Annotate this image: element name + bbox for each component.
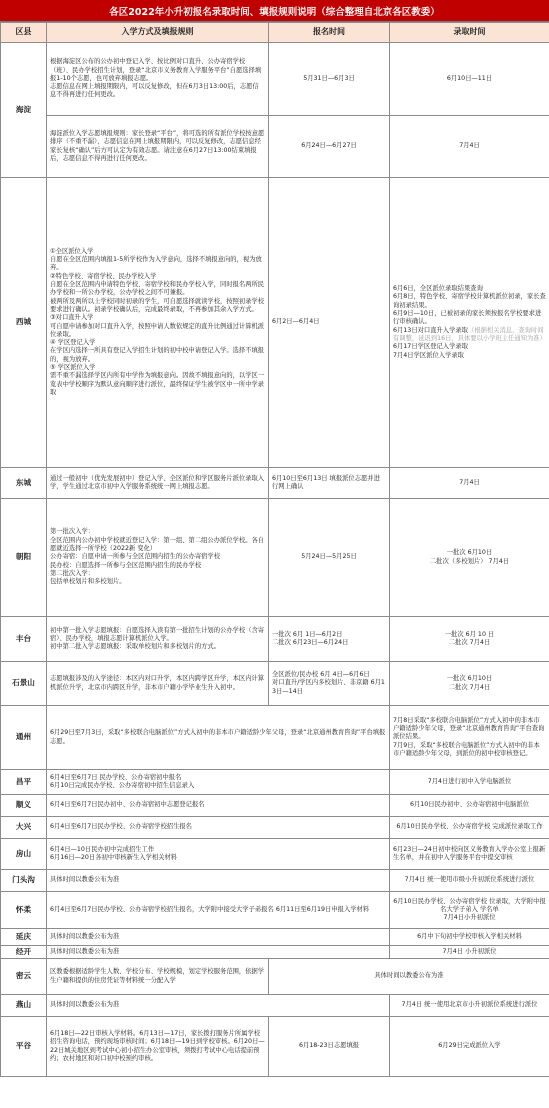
table-row	[1, 795, 549, 817]
method-cell: 根据海淀区公布的公办初中登记入学、按比例对口直升、公办寄宿学校（班）、民办学校招生计划，登录“北京市义务教育入学服务平台”自愿选择填报1-10个志愿，也可放弃填报志愿。 志愿信息在网上填报期限内，可以反复修改，但在6月3日13:00后，志愿信息不得再进行任何更改。	[47, 43, 269, 116]
header-method: 入学方式及填报规则	[47, 23, 269, 43]
method-cell: 第一批次入学： 全区范围内公办初中学校就近登记入学：第一组、第二组公办派位学校。各自愿就近选择一所学校（2022新 变化） 公办寄宿：自愿申请一所参与全区范围内招生的公办寄宿学校 民办校：自愿选择一所参与全区范围内招生的民办学校 第二批次入学： 包括单校划片和多校划片。	[47, 499, 269, 617]
admission-cell: 6月10日民办学校、公办寄宿学校 完成派位录取工作	[390, 817, 549, 839]
method-cell: 6月4日—10日民办初中完成招生工作 6月16日—20日各初中审核新生入学相关材料	[47, 839, 390, 870]
admission-text: 一批次 6月10日	[446, 549, 493, 557]
district-cell: 西城	[1, 178, 47, 468]
district-cell: 东城	[1, 468, 47, 499]
district-cell: 昌平	[1, 770, 47, 795]
admission-text: 6月6日，全区派位录取结果查询 6月8日，特色学校、寄宿学校计算机派位初录，家长查询初录结果。 6月9日—10日，已被初录的家长须按报名学校要求进行审核确认。 6月13日对口直升入学录取	[393, 285, 546, 334]
method-cell: 6月4日至6月7日 民办学校、公办寄宿初中报名 6月10日完成民办学校、公办寄宿初中招生信息录入	[47, 770, 390, 795]
method-cell: 通过一般初中（优先发展初中）登记入学、全区派位和学区服务片派位录取入学，学生通过北京市初中入学服务系统统一网上填报志愿。	[47, 468, 269, 499]
admission-cell: 一批次 6月 10 日 二批次 7月4日	[390, 617, 549, 662]
admission-cell: 7月4日 小升初派位	[390, 946, 549, 959]
method-cell: 具体时间以教委公布为准	[47, 929, 390, 946]
district-cell: 经开	[1, 946, 47, 959]
table-row	[1, 770, 549, 795]
method-cell: 6月29日至7月3日，采取“多校联合电脑派位”方式入初中的非本市户籍适龄少年父母，登录“北京通州教育咨询”平台填报志愿。	[47, 706, 390, 770]
method-cell: 6月4日至6月7日民办学校、公办寄宿学校招生报名，大学附中接受大学子弟报名 6月11日至6月19日申报入学材料	[47, 892, 390, 929]
table-row	[1, 995, 549, 1017]
admission-cell: 6月中下旬初中学校审核入学相关材料	[390, 929, 549, 946]
table-row	[1, 870, 549, 892]
merged-time-cell: 具体时间以教委公布为准	[269, 959, 549, 995]
method-cell: ①全区派位入学 自愿在全区范围内填报1-5所学校作为入学意向，选择不填报意向的，视为放弃。 ②特色学校、寄宿学校、民办学校入学 自愿在全区范围内申请特色学校、寄宿学校和民办学校入学，同时报名两所民办学校和一所公办学校，公办学校之间不可兼报。 被两所及两所以上学校同时初录的学生，可自愿选择就读学校，按照初录学校要求进行确认。初录学校确认后，完成最终录取，不再参加其余入学方式。 ③对口直升入学 可自愿申请参加对口直升入学，按照申请人数依规定的直升比例通过计算机派位录取。 ④ 学区登记入学 在学区内选择一所具有登记入学招生计划的初中校申请登记入学。选择不填报的，视为放弃。 ⑤ 学区派位入学 需不重不漏选择学区内所有中学作为填报意向。因故不填报意向的，以学区一览表中学校顺序为默认意向顺序进行派位，最终保证学生被学区中一所中学录取	[47, 178, 269, 468]
admission-cell: 6月10日—11日	[390, 43, 549, 116]
district-cell: 平谷	[1, 1017, 47, 1077]
table-row	[1, 43, 549, 116]
method-cell: 6月4日至6月7日民办初中、公办寄宿初中志愿登记报名	[47, 795, 390, 817]
method-cell: 6月18日—22日审核入学材料。6月13日—17日，家长拨打服务片所属学校招生咨询电话，预约现场审核时间；6月18日—19日到学校审核。6月20日—22日城关地区到考试中心初小招生办公室审核，须拨打考试中心电话提前预约；农村地区和对口初中校预约审核。	[47, 1017, 269, 1077]
admission-note: （根据相关消息，查询时间有调整，延迟到16日，具体要以小学班主任通知为准）	[393, 326, 546, 342]
method-cell: 初中第一批入学志愿填报：自愿选择入读有第一批招生计划的公办学校（含寄宿）、民办学校，填报志愿计算机派位入学。 初中第二批入学志愿填报：采取单校划片和多校划片的方式。	[47, 617, 269, 662]
table-row	[1, 959, 549, 995]
district-cell: 门头沟	[1, 870, 47, 892]
registration-cell: 一批次 6月 1日—6月2日 二批次 6月23日—6月24日	[269, 617, 390, 662]
registration-cell: 6月10日至6月13日 填报派位志愿并进行网上确认	[269, 468, 390, 499]
admission-text: 二批次（多校划片） 7月4日	[429, 557, 510, 565]
table-row	[1, 706, 549, 770]
method-cell: 具体时间以教委公布为准	[47, 870, 390, 892]
district-cell: 石景山	[1, 662, 47, 706]
table-row	[1, 892, 549, 929]
district-cell: 顺义	[1, 795, 47, 817]
admission-cell: 6月10日民办学校、公办寄宿学校 位录取，大学附中报名大学子弟入 学名单 7月4日小升初派位	[390, 892, 549, 929]
admission-cell: 6月10日民办初中、公办寄宿初中电脑派位	[390, 795, 549, 817]
admission-cell: 7月4日	[390, 116, 549, 178]
registration-cell: 6月24日—6月27日	[269, 116, 390, 178]
district-cell: 丰台	[1, 617, 47, 662]
header-district: 区县	[1, 23, 47, 43]
table-row	[1, 178, 549, 468]
table-row	[1, 116, 549, 178]
table-row	[1, 817, 549, 839]
admission-cell	[390, 499, 549, 617]
table-row	[1, 499, 549, 617]
admission-cell: 7月4日 统一使用市级小升初派位系统进行派位	[390, 870, 549, 892]
district-cell: 燕山	[1, 995, 47, 1017]
table-row	[1, 617, 549, 662]
method-cell: 海淀派位入学志愿填报规则：家长登录“平台”，将可选的所有派位学校按意愿排序（不重不漏），志愿信息在网上填报期限内，可以反复修改，志愿信息经家长复核“确认”后方可认定为有效志愿。请注意在6月27日13:00结束填报后，志愿信息不得再进行任何更改。	[47, 116, 269, 178]
method-cell: 6月4日至6月7日民办学校、公办寄宿学校招生报名	[47, 817, 390, 839]
district-cell: 房山	[1, 839, 47, 870]
table-row	[1, 839, 549, 870]
admission-cell: 6月29日完成派位入学	[390, 1017, 549, 1077]
admission-cell: 7月4日进行初中入学电脑派位	[390, 770, 549, 795]
admission-cell: 7月4日	[390, 468, 549, 499]
district-cell: 延庆	[1, 929, 47, 946]
district-cell: 海淀	[1, 43, 47, 178]
page-title: 各区2022年小升初报名录取时间、填报规则说明（综合整理自北京各区教委）	[0, 0, 549, 22]
district-cell: 密云	[1, 959, 47, 995]
registration-cell: 5月24日—5月25日	[269, 499, 390, 617]
admission-cell: 一批次 6月10日 二批次 7月4日	[390, 662, 549, 706]
method-cell: 具体时间以教委公布为准	[47, 995, 390, 1017]
registration-cell: 6月18-23日志愿填报	[269, 1017, 390, 1077]
header-admission: 录取时间	[390, 23, 549, 43]
admission-cell	[390, 178, 549, 468]
table-row	[1, 946, 549, 959]
table-row	[1, 929, 549, 946]
table-row	[1, 468, 549, 499]
registration-cell: 6月2日—6月4日	[269, 178, 390, 468]
method-cell: 区教委根据适龄学生人数、学校分布、学校规模，划定学校服务范围，依据学生户籍和提供的住房凭证等材料统一分配入学	[47, 959, 269, 995]
admission-cell: 7月8日采取“多校联合电脑派位”方式入初中的非本市户籍适龄少年父母，登录“北京通州教育咨询”平台查询派位结果。 7月9日，采取“多校联合电脑派位”方式入初中的非本市户籍适龄少年父母，到派位的初中校审核登记。	[390, 706, 549, 770]
table-header-row	[1, 23, 549, 43]
admission-table	[0, 22, 549, 1077]
table-row	[1, 662, 549, 706]
admission-text: 6月17日学区登记入学录取 7月4日学区派位入学录取	[393, 343, 468, 359]
table-row	[1, 1017, 549, 1077]
registration-cell: 5月31日—6月3日	[269, 43, 390, 116]
header-registration: 报名时间	[269, 23, 390, 43]
district-cell: 大兴	[1, 817, 47, 839]
registration-cell: 全区派位/民办校 6月 4日—6月6日 对口直升/学区内多校划片、非京籍 6月13日—14日	[269, 662, 390, 706]
method-cell: 具体时间以教委公布为准	[47, 946, 390, 959]
admission-cell: 6月23日—24日初中校向区义务教育入学办公室上报新生名单，并在初中入学服务平台中提交审核	[390, 839, 549, 870]
district-cell: 怀柔	[1, 892, 47, 929]
method-cell: 志愿填报涉及的入学途径：本区内对口升学，本区内跨学区升学，本区内计算机派位升学，北京市内跨区升学，非本市户籍小学毕业生升入初中。	[47, 662, 269, 706]
admission-cell: 7月4日 统一使用北京市小升初派位系统进行派位	[390, 995, 549, 1017]
district-cell: 朝阳	[1, 499, 47, 617]
district-cell: 通州	[1, 706, 47, 770]
